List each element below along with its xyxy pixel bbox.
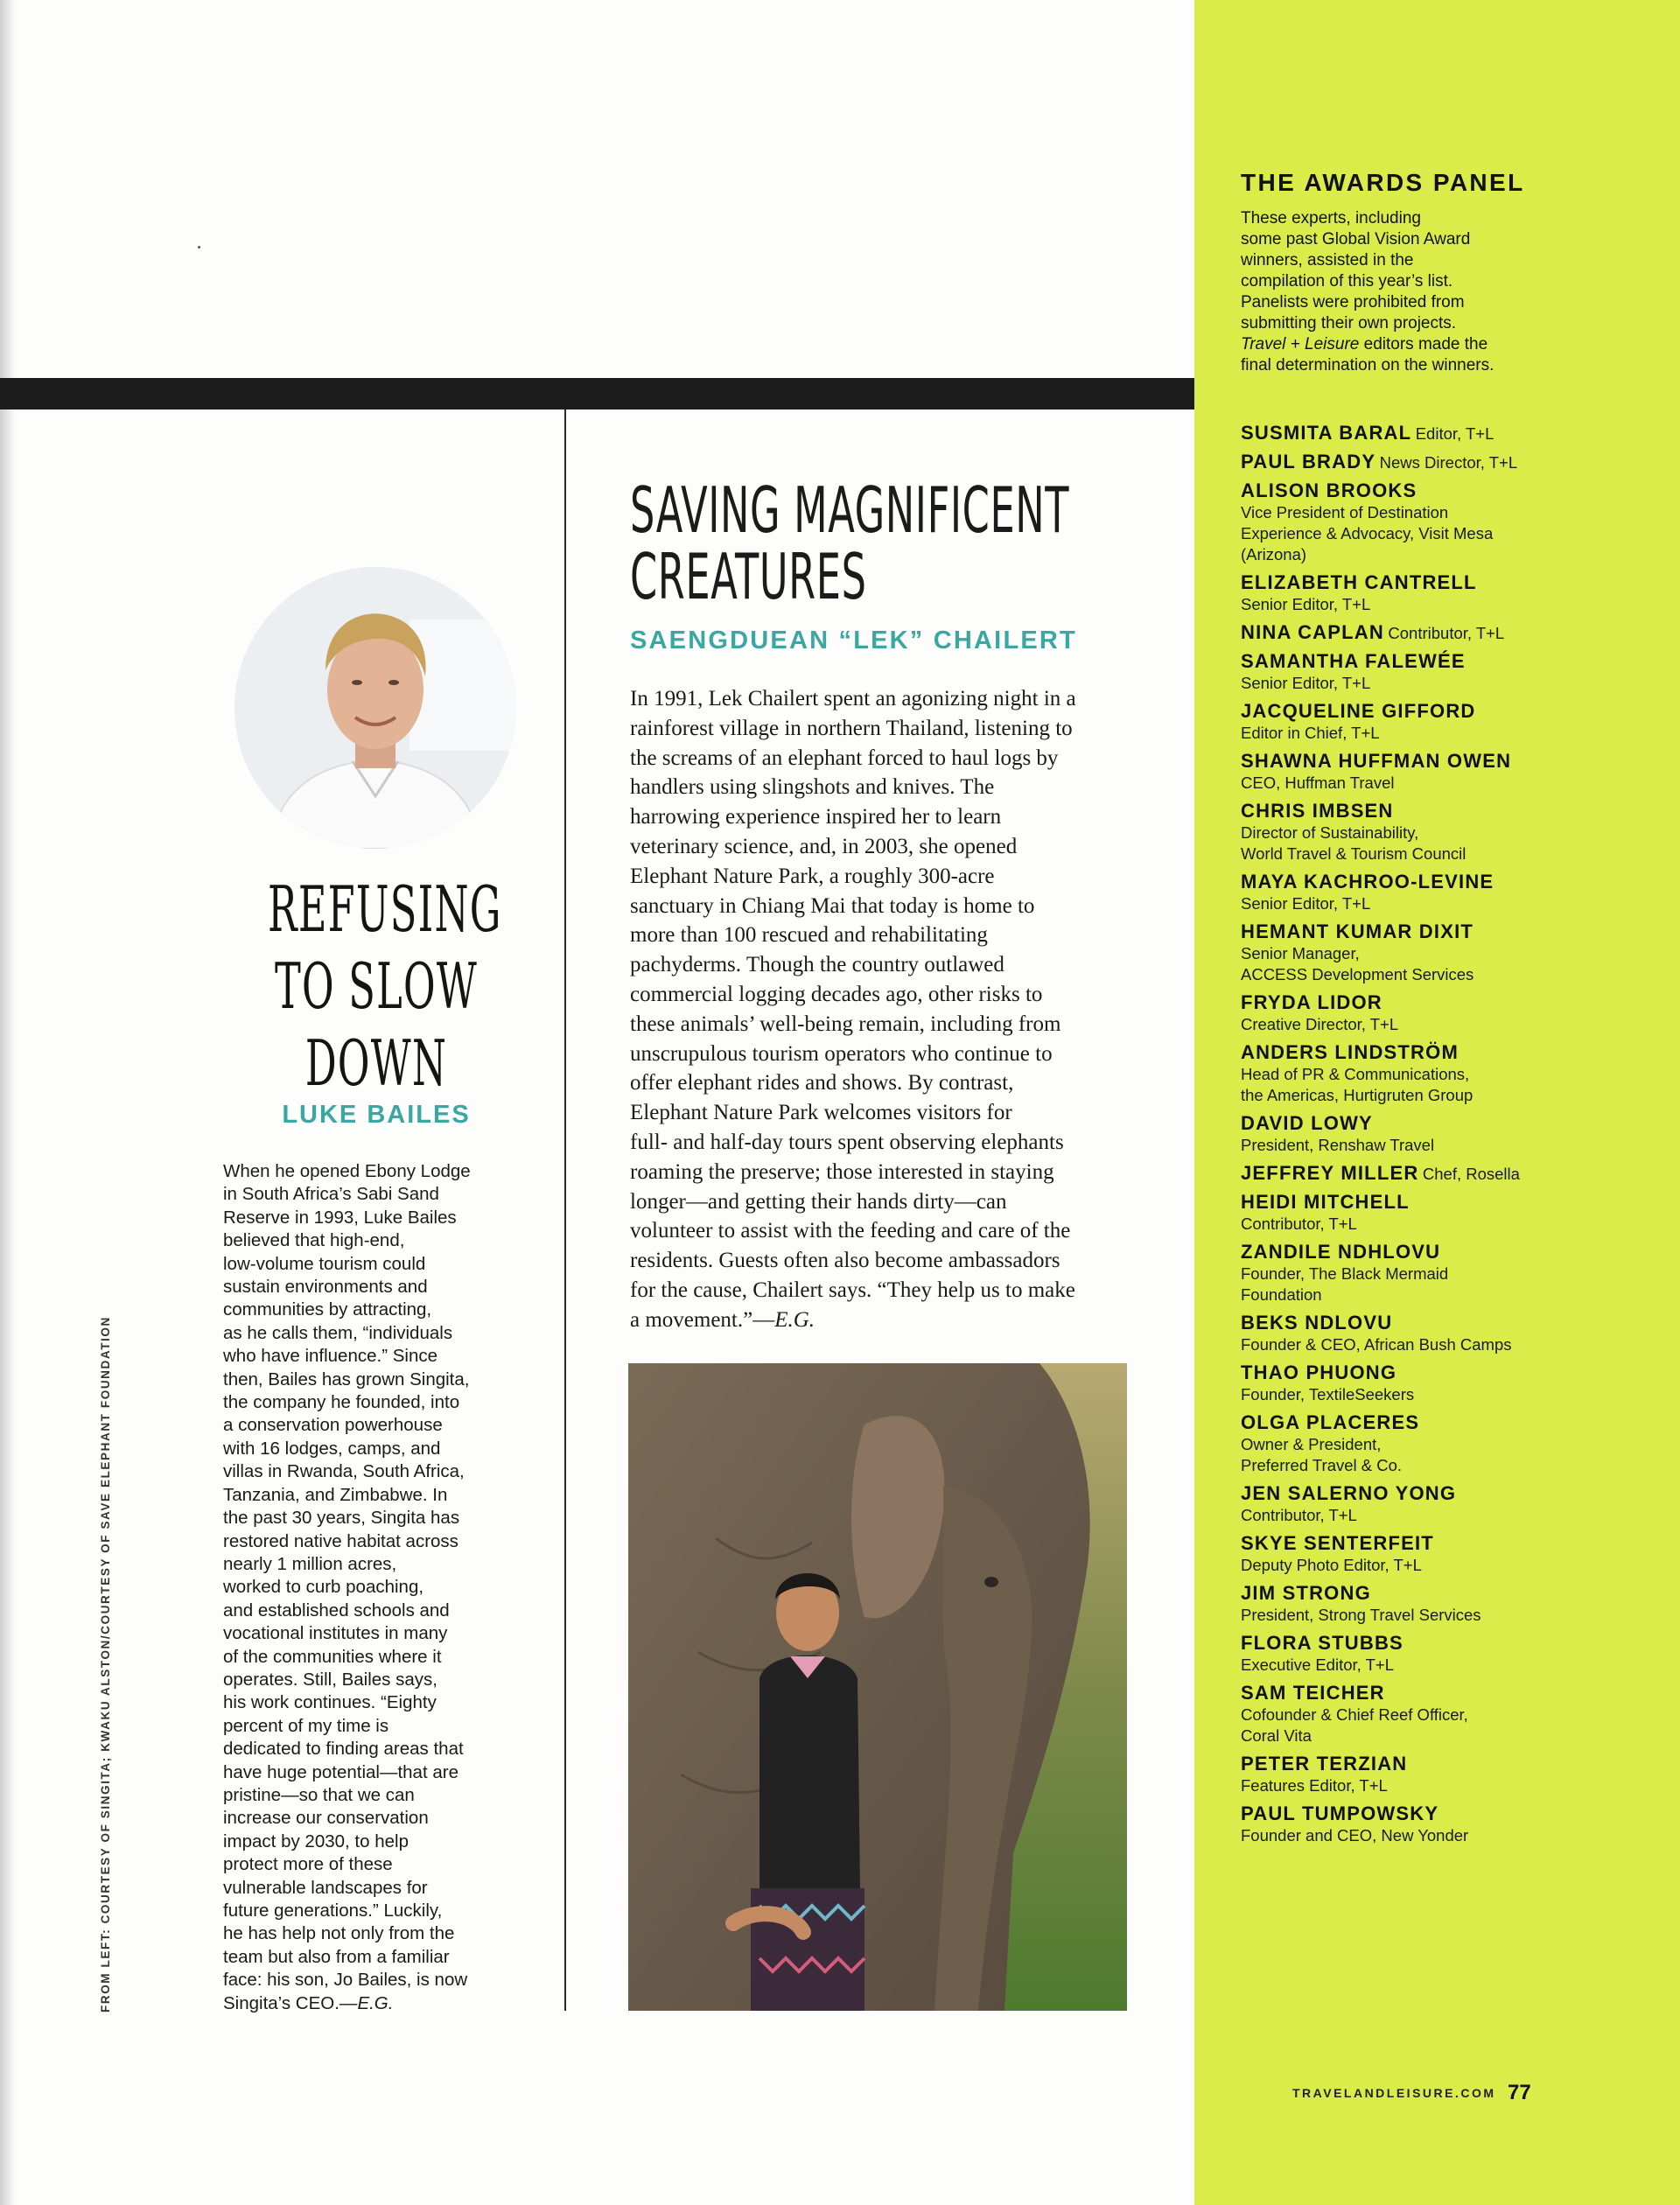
panel-member: [1241, 1532, 1661, 1576]
sidebar-intro-tail: editors made the final determination on the winners.: [1241, 335, 1494, 374]
panel-member-name: ANDERS LINDSTRÖM: [1241, 1041, 1459, 1063]
left-body-text: When he opened Ebony Lodge in South Africa’s Sabi Sand Reserve in 1993, Luke Bailes believed that high-end, low-volume tourism could sustain environments and communities by attracting, as he calls them, “individuals who have influence.” Since then, Bailes has grown Singita, the company he founded, into a conservation powerhouse with 16 lodges, camps, and villas in Rwanda, South Africa, Tanzania, and Zimbabwe. In the past 30 years, Singita has restored native habitat across nearly 1 million acres, worked to curb poaching, and established schools and vocational institutes in many of the communities where it operates. Still, Bailes says, his work continues. “Eighty percent of my time is dedicated to finding areas that have huge potential—that are pristine—so that we can increase our conservation impact by 2030, to help protect more of these vulnerable landscapes for future generations.” Luckily, he has help not only from the team but also from a familiar face: his son, Jo Bailes, is now Singita’s CEO.—: [223, 1161, 471, 2013]
left-article-subject: LUKE BAILES: [282, 1101, 471, 1129]
panel-member-role: Vice President of Destination Experience & Advocacy, Visit Mesa (Arizona): [1241, 503, 1494, 564]
sidebar-title: THE AWARDS PANEL: [1241, 169, 1525, 196]
panel-member: [1241, 700, 1661, 744]
panel-member-name: FRYDA LIDOR: [1241, 991, 1382, 1013]
panel-member-name: HEIDI MITCHELL: [1241, 1191, 1410, 1213]
footer-site: TRAVELANDLEISURE.COM: [1292, 2086, 1496, 2100]
middle-article-subject: SAENGDUEAN “LEK” CHAILERT: [630, 626, 1077, 654]
panel-member: [1241, 1162, 1661, 1185]
panel-member-name: PAUL TUMPOWSKY: [1241, 1802, 1439, 1824]
panel-member-role: President, Strong Travel Services: [1241, 1606, 1481, 1624]
middle-body-text: In 1991, Lek Chailert spent an agonizing night in a rainforest village in northern Thailand, listening to the screams of an elephant forced to haul logs by handlers using slingshots and knives. The harrowing experience inspired her to learn veterinary science, and, in 2003, she opened Elephant Nature Park, a roughly 300-acre sanctuary in Chiang Mai that today is home to more than 100 rescued and rehabilitating pachyderms. Though the country outlawed commercial logging decades ago, other risks to these animals’ well-being remain, including from unscrupulous tourism operators who continue to offer elephant rides and shows. By contrast, Elephant Nature Park welcomes visitors for full- and half-day tours spent observing elephants roaming the preserve; those interested in staying longer—and getting their hands dirty—can volunteer to assist with the feeding and care of the residents. Guests often also become ambassadors for the cause, Chailert says. “They help us to make a movement.”—: [630, 687, 1076, 1332]
panel-member-name: SAMANTHA FALEWÉE: [1241, 650, 1466, 672]
left-headline-line: REFUSING: [268, 872, 502, 946]
panel-member: [1241, 800, 1661, 864]
panel-member: [1241, 1241, 1661, 1306]
panel-member-name: SUSMITA BARAL: [1241, 422, 1412, 444]
panel-member: [1241, 1411, 1661, 1476]
panel-member-role: Senior Editor, T+L: [1241, 595, 1371, 613]
panel-member-role: CEO, Huffman Travel: [1241, 774, 1395, 792]
panel-member-name: HEMANT KUMAR DIXIT: [1241, 920, 1474, 942]
panel-member-name: PAUL BRADY: [1241, 451, 1376, 472]
panel-member-role: Owner & President, Preferred Travel & Co.: [1241, 1435, 1403, 1474]
page-edge-shadow: [0, 0, 16, 2205]
awards-panel-sidebar: [1194, 0, 1680, 2205]
left-article-headline: [268, 871, 502, 1102]
panel-member: [1241, 1682, 1661, 1746]
middle-headline-line: CREATURES: [630, 540, 867, 613]
panel-member-name: SHAWNA HUFFMAN OWEN: [1241, 750, 1512, 772]
panel-member-role: Contributor, T+L: [1241, 1214, 1357, 1233]
panel-member-role: Editor, T+L: [1415, 424, 1494, 443]
panel-member: [1241, 1802, 1661, 1846]
sidebar-intro: [1241, 208, 1564, 376]
panel-member: [1241, 871, 1661, 914]
panel-member-role: Creative Director, T+L: [1241, 1015, 1399, 1033]
panel-member-name: FLORA STUBBS: [1241, 1632, 1404, 1654]
panel-member: [1241, 621, 1661, 644]
panel-member-name: SKYE SENTERFEIT: [1241, 1532, 1434, 1554]
panel-member-role: Founder & CEO, African Bush Camps: [1241, 1335, 1512, 1354]
panel-member-role: Founder and CEO, New Yonder: [1241, 1826, 1469, 1844]
panel-member-role: President, Renshaw Travel: [1241, 1136, 1435, 1154]
panel-member-name: THAO PHUONG: [1241, 1362, 1397, 1383]
panel-member: [1241, 1191, 1661, 1235]
panel-member: [1241, 422, 1661, 444]
column-divider: [564, 410, 566, 2011]
middle-article-headline: [630, 473, 1172, 613]
section-top-rule: [0, 378, 1194, 410]
panel-member: [1241, 1312, 1661, 1355]
panel-member: [1241, 1482, 1661, 1526]
panel-member: [1241, 650, 1661, 694]
panel-member: [1241, 920, 1661, 985]
panel-member-role: Deputy Photo Editor, T+L: [1241, 1556, 1422, 1574]
page-number: 77: [1508, 2081, 1531, 2104]
left-article-body: [223, 1160, 525, 2015]
panel-member: [1241, 1632, 1661, 1676]
panel-member-name: ELIZABETH CANTRELL: [1241, 571, 1477, 593]
panel-member-role: News Director, T+L: [1379, 453, 1518, 472]
sidebar-intro-publication: Travel + Leisure: [1241, 335, 1360, 354]
panel-member-role: Senior Editor, T+L: [1241, 894, 1371, 913]
middle-article-body: [630, 684, 1138, 1335]
panel-member-name: BEKS NDLOVU: [1241, 1312, 1393, 1334]
panel-member: [1241, 1112, 1661, 1156]
panel-member-name: NINA CAPLAN: [1241, 621, 1384, 643]
panel-member-role: Chef, Rosella: [1422, 1165, 1520, 1183]
panel-member-role: Director of Sustainability, World Travel & Tourism Council: [1241, 823, 1466, 863]
panel-member-role: Senior Manager, ACCESS Development Services: [1241, 944, 1474, 984]
panel-member-role: Founder, TextileSeekers: [1241, 1385, 1415, 1404]
panel-member-name: ALISON BROOKS: [1241, 480, 1418, 501]
panel-member-role: Contributor, T+L: [1388, 624, 1505, 642]
panel-member-name: JEN SALERNO YONG: [1241, 1482, 1457, 1504]
panel-member-list: [1241, 422, 1661, 1852]
elephant-illustration: [628, 1363, 1127, 2011]
left-signoff: E.G.: [357, 1992, 394, 2013]
panel-member: [1241, 571, 1661, 615]
panel-member-role: Contributor, T+L: [1241, 1506, 1357, 1524]
panel-member: [1241, 451, 1661, 473]
left-headline-line: TO SLOW: [275, 949, 478, 1023]
panel-member-name: DAVID LOWY: [1241, 1112, 1373, 1134]
panel-member-name: PETER TERZIAN: [1241, 1753, 1408, 1774]
sidebar-intro-text: These experts, including some past Global Vision Award winners, assisted in the compilation of this year’s list. Panelists were prohibited from submitting their own projects.: [1241, 209, 1471, 332]
panel-member: [1241, 1753, 1661, 1796]
panel-member-name: JIM STRONG: [1241, 1582, 1371, 1604]
left-headline-line: DOWN: [304, 1026, 448, 1100]
panel-member-role: Executive Editor, T+L: [1241, 1656, 1394, 1674]
panel-member: [1241, 1041, 1661, 1106]
panel-member-name: CHRIS IMBSEN: [1241, 800, 1394, 822]
panel-member: [1241, 991, 1661, 1035]
elephant-photo: [628, 1363, 1127, 2011]
portrait-illustration: [234, 567, 516, 849]
portrait-photo: [234, 567, 516, 849]
panel-member-role: Founder, The Black Mermaid Foundation: [1241, 1264, 1449, 1304]
photo-credit: FROM LEFT: COURTESY OF SINGITA; KWAKU ALSTON/COURTESY OF SAVE ELEPHANT FOUNDATION: [99, 1316, 112, 2012]
panel-member: [1241, 1582, 1661, 1626]
panel-member-role: Cofounder & Chief Reef Officer, Coral Vita: [1241, 1705, 1468, 1745]
panel-member-role: Head of PR & Communications, the Americas, Hurtigruten Group: [1241, 1065, 1474, 1104]
panel-member: [1241, 480, 1661, 565]
panel-member-role: Features Editor, T+L: [1241, 1776, 1388, 1795]
panel-member-name: SAM TEICHER: [1241, 1682, 1385, 1704]
panel-member-name: ZANDILE NDHLOVU: [1241, 1241, 1441, 1263]
panel-member-role: Senior Editor, T+L: [1241, 674, 1371, 692]
ink-speck: [198, 246, 200, 248]
middle-signoff: E.G.: [774, 1307, 816, 1332]
middle-headline-line: SAVING MAGNIFICENT: [630, 473, 1070, 547]
panel-member-name: JEFFREY MILLER: [1241, 1162, 1419, 1184]
panel-member-name: MAYA KACHROO-LEVINE: [1241, 871, 1494, 892]
panel-member: [1241, 750, 1661, 794]
panel-member-role: Editor in Chief, T+L: [1241, 724, 1380, 742]
panel-member: [1241, 1362, 1661, 1405]
panel-member-name: OLGA PLACERES: [1241, 1411, 1420, 1433]
panel-member-name: JACQUELINE GIFFORD: [1241, 700, 1476, 722]
